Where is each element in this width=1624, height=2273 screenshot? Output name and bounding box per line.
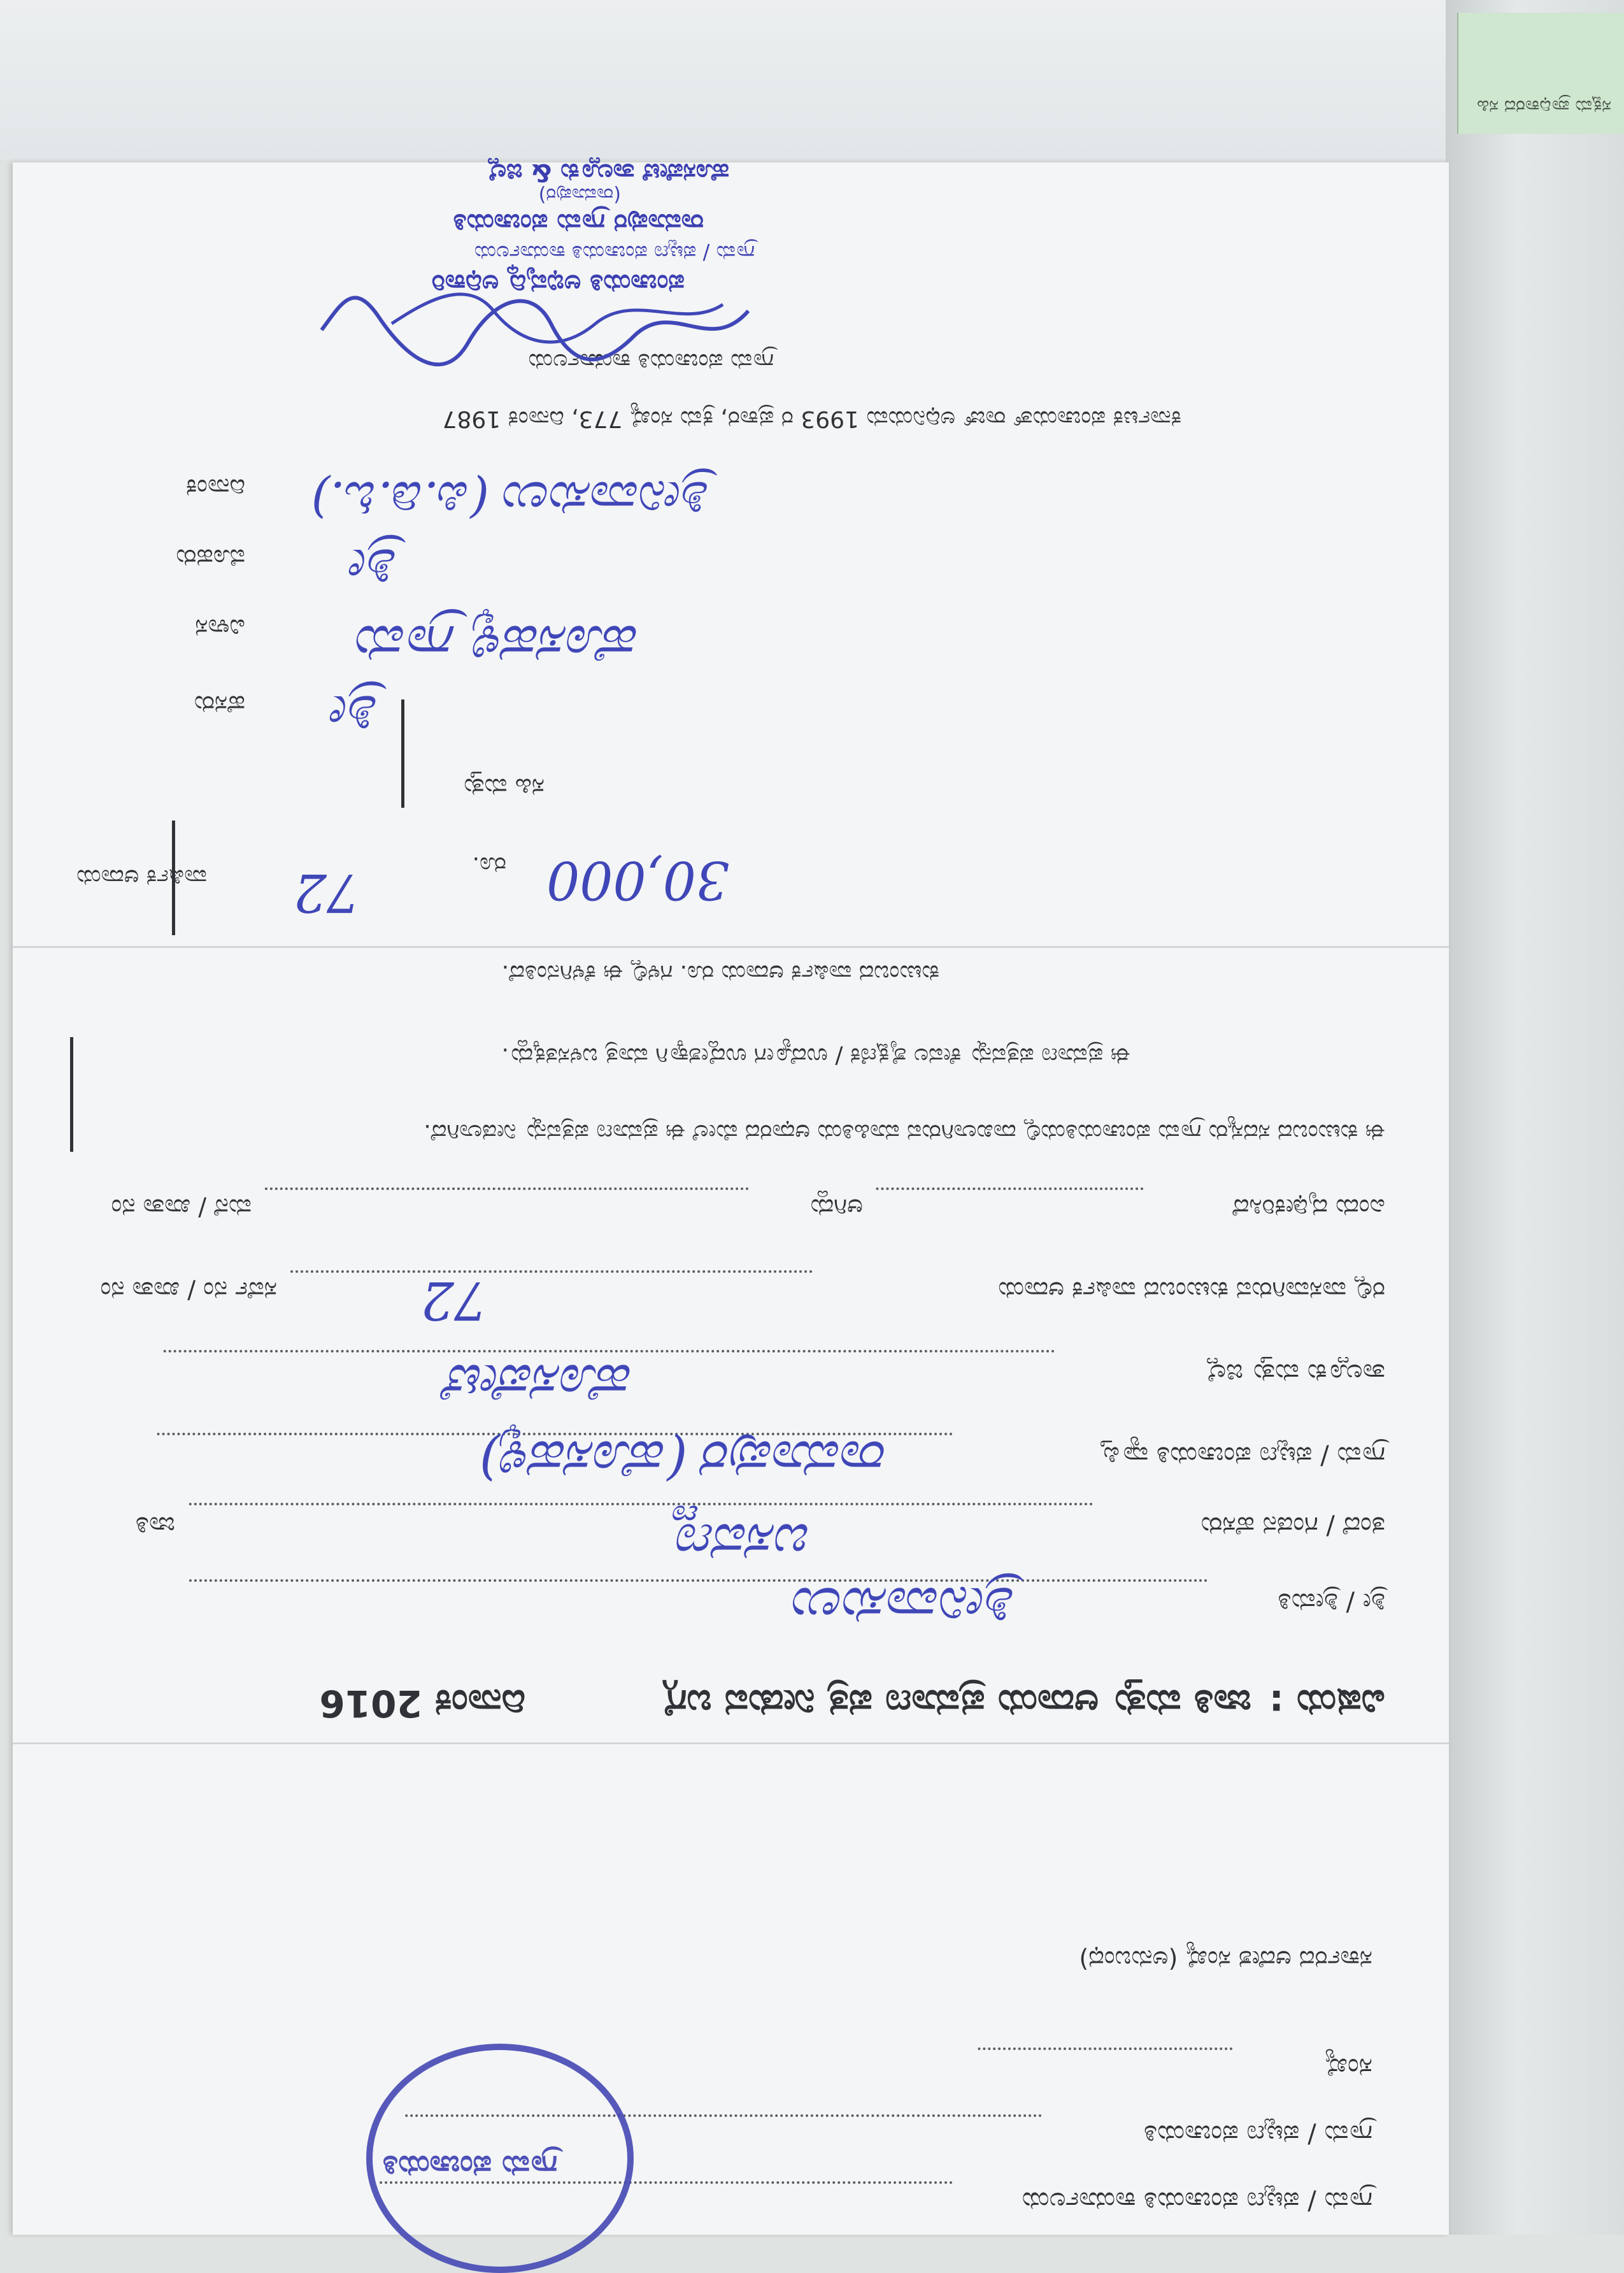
- certificate-document: [13, 159, 1449, 2235]
- stamp-line-5: ಹೊಸಪೇಟೆ ತಾಲ್ಲೂಕು & ಜಿಲ್ಲೆ: [487, 159, 729, 187]
- name-dotline: [188, 1579, 1207, 1582]
- stamp-line-1: ಪಂಚಾಯತಿ ಅಭಿವೃದ್ಧಿ ಅಧಿಕಾರಿ: [431, 269, 685, 298]
- paragraph-2: ಈ ಪ್ರಮಾಣ ಪತ್ರವನ್ನು ಕೇವಲ ಶೈಕ್ಷಣಿಕ / ಉದ್ಯೋಗ ಉದ್ದೇಶಕ್ಕಾಗಿ ಮಾತ್ರ ಬಳಸತಕ್ಕದ್ದು.: [501, 1043, 1130, 1069]
- header-taluk-label: ಗ್ರಾಮ / ಪಟ್ಟಣ ಪಂಚಾಯತಿ: [1143, 2119, 1372, 2149]
- margin-pen-mark: [70, 1037, 73, 1152]
- house-label-b: ಆಗಿದ್ದು: [808, 1194, 863, 1222]
- house-dotline-b: [876, 1187, 1143, 1190]
- taluk-handwritten: ಹೊಸಪೇಟೆ: [447, 1352, 634, 1413]
- stamp-line-3: ರಾಮಾಪುರ ಗ್ರಾಮ ಪಂಚಾಯತಿ: [453, 208, 704, 238]
- subject-text: ಜಾತಿ ಮತ್ತು ಆದಾಯ ಪ್ರಮಾಣ ಪತ್ರ ನೀಡುವ ಬಗ್ಗೆ: [663, 1682, 1251, 1725]
- scanner-background-right: [1446, 0, 1624, 2235]
- legal-note: ಕರ್ನಾಟಕ ಪಂಚಾಯತ್ ರಾಜ್ ಅಧಿನಿಯಮ 1993 ರ ಪ್ರಕಾರ, ಕ್ರಮ ಸಂಖ್ಯೆ 773, ದಿನಾಂಕ 1987: [442, 406, 1181, 432]
- house-dotline: [264, 1187, 748, 1190]
- office-seal: [366, 2044, 634, 2273]
- header-number-label: ಸಂಖ್ಯೆ: [1324, 2053, 1372, 2082]
- survey-handwritten: 72: [420, 1270, 487, 1330]
- paragraph-1: ಈ ಕುಟುಂಬದ ಸದಸ್ಯರು ಗ್ರಾಮ ಪಂಚಾಯತಿಯಲ್ಲಿ ದಾಖಲಾಗಿರುವ ಮಾಹಿತಿಯ ಆಧಾರದ ಮೇಲೆ ಈ ಪ್ರಮಾಣ ಪತ್ರವನ್ನು ನೀಡಲಾಗಿದೆ.: [424, 1119, 1385, 1145]
- village-label: ಗ್ರಾಮ / ಪಟ್ಟಣ ಪಂಚಾಯತಿ ವ್ಯಾಪ್ತಿ: [1100, 1441, 1385, 1470]
- row-2-handwritten: ಹೊಸಹಳ್ಳಿ ಗ್ರಾಮ: [357, 613, 640, 674]
- income-amount-handwritten: 30,000: [546, 849, 729, 910]
- margin-pen-mark: [401, 699, 404, 808]
- name-handwritten: ಶ್ರೀನಿವಾಸುಲು: [794, 1575, 1016, 1636]
- row-3-label: ಮೊಹರು: [176, 544, 245, 572]
- income-amount-label: ರೂ.: [472, 852, 506, 878]
- row-1-handwritten: ಶ್ರೀ: [332, 684, 379, 744]
- survey-label: ಸರ್ವೆ ನಂ / ಖಾತಾ ನಂ: [100, 1277, 277, 1305]
- row-3-handwritten: ಶ್ರೀ: [352, 537, 398, 598]
- receipt-tab-text: ಸಕ್ಷಮ ಪ್ರಾಧಿಕಾರದ ಸಹಿ: [1476, 96, 1611, 117]
- survey-dotline: [290, 1270, 812, 1273]
- seal-text: ಗ್ರಾಮ ಪಂಚಾಯತಿ: [382, 2149, 557, 2184]
- name-label: ಶ್ರೀ / ಶ್ರೀಮತಿ: [1278, 1588, 1385, 1617]
- subject-date-ref: ದಿನಾಂಕ 2016: [319, 1682, 525, 1725]
- office-note: ಗ್ರಾಮ ಪಂಚಾಯತಿ ಕಾರ್ಯಾಲಯ: [528, 348, 774, 375]
- income-number-handwritten: 72: [293, 862, 360, 922]
- signature-heading: ಸಹಿ ಮತ್ತು: [462, 773, 545, 801]
- upside-down-page: [13, 159, 1449, 2235]
- paragraph-3: ಕುಟುಂಬದ ವಾರ್ಷಿಕ ಆದಾಯ ರೂ. ಗಳಲ್ಲಿ ಈ ಕೆಳಗಿನಂತಿದೆ.: [501, 960, 939, 986]
- header-office-label: ಗ್ರಾಮ / ಪಟ್ಟಣ ಪಂಚಾಯತಿ ಕಾರ್ಯಾಲಯ: [1022, 2186, 1372, 2216]
- father-dotline: [188, 1503, 1092, 1505]
- house-label-c: ಎಂದು ದೃಢೀಕರಿಸಿದೆ: [1232, 1194, 1385, 1222]
- caste-label: ಜಾತಿ: [135, 1511, 175, 1540]
- house-label: ಮನೆ / ಖಾತಾ ನಂ: [111, 1194, 252, 1222]
- father-handwritten: ಬಸವಣ್ಣ: [671, 1512, 812, 1572]
- scanner-background-top: [0, 0, 1624, 159]
- village-handwritten: ರಾಮಾಪುರ (ಹೊಸಹಳ್ಳಿ): [479, 1429, 888, 1489]
- stamp-line-2: ಗ್ರಾಮ / ಪಟ್ಟಣ ಪಂಚಾಯತಿ ಕಾರ್ಯಾಲಯ: [474, 241, 755, 265]
- survey-label-b: ರಲ್ಲಿ ವಾಸವಾಗಿರುವ ಕುಟುಂಬದ ವಾರ್ಷಿಕ ಆದಾಯ: [998, 1277, 1385, 1305]
- subject-label: ವಿಷಯ :: [1269, 1682, 1385, 1725]
- stamp-line-4: (ರಾಮಾಪುರ): [538, 183, 621, 206]
- income-label: ವಾರ್ಷಿಕ ಆದಾಯ: [76, 864, 207, 891]
- header-number-dotline: [978, 2047, 1232, 2050]
- row-4-label: ದಿನಾಂಕ: [185, 474, 245, 502]
- row-2-label: ವಿಳಾಸ: [195, 614, 245, 642]
- row-4-handwritten: ಶ್ರೀನಿವಾಸುಲು (ಪಿ.ಡಿ.ಓ.): [311, 471, 710, 527]
- attached-receipt-tab: [1457, 13, 1624, 134]
- row-1-label: ಹೆಸರು: [194, 691, 245, 719]
- taluk-label: ತಾಲ್ಲೂಕು ಮತ್ತು ಜಿಲ್ಲೆ: [1205, 1358, 1385, 1387]
- header-reference-note: ಸರ್ಕಾರದ ಆದೇಶ ಸಂಖ್ಯೆ (ಅನುಬಂಧ): [1079, 1946, 1372, 1974]
- father-label: ತಂದೆ / ಗಂಡನ ಹೆಸರು: [1200, 1511, 1385, 1540]
